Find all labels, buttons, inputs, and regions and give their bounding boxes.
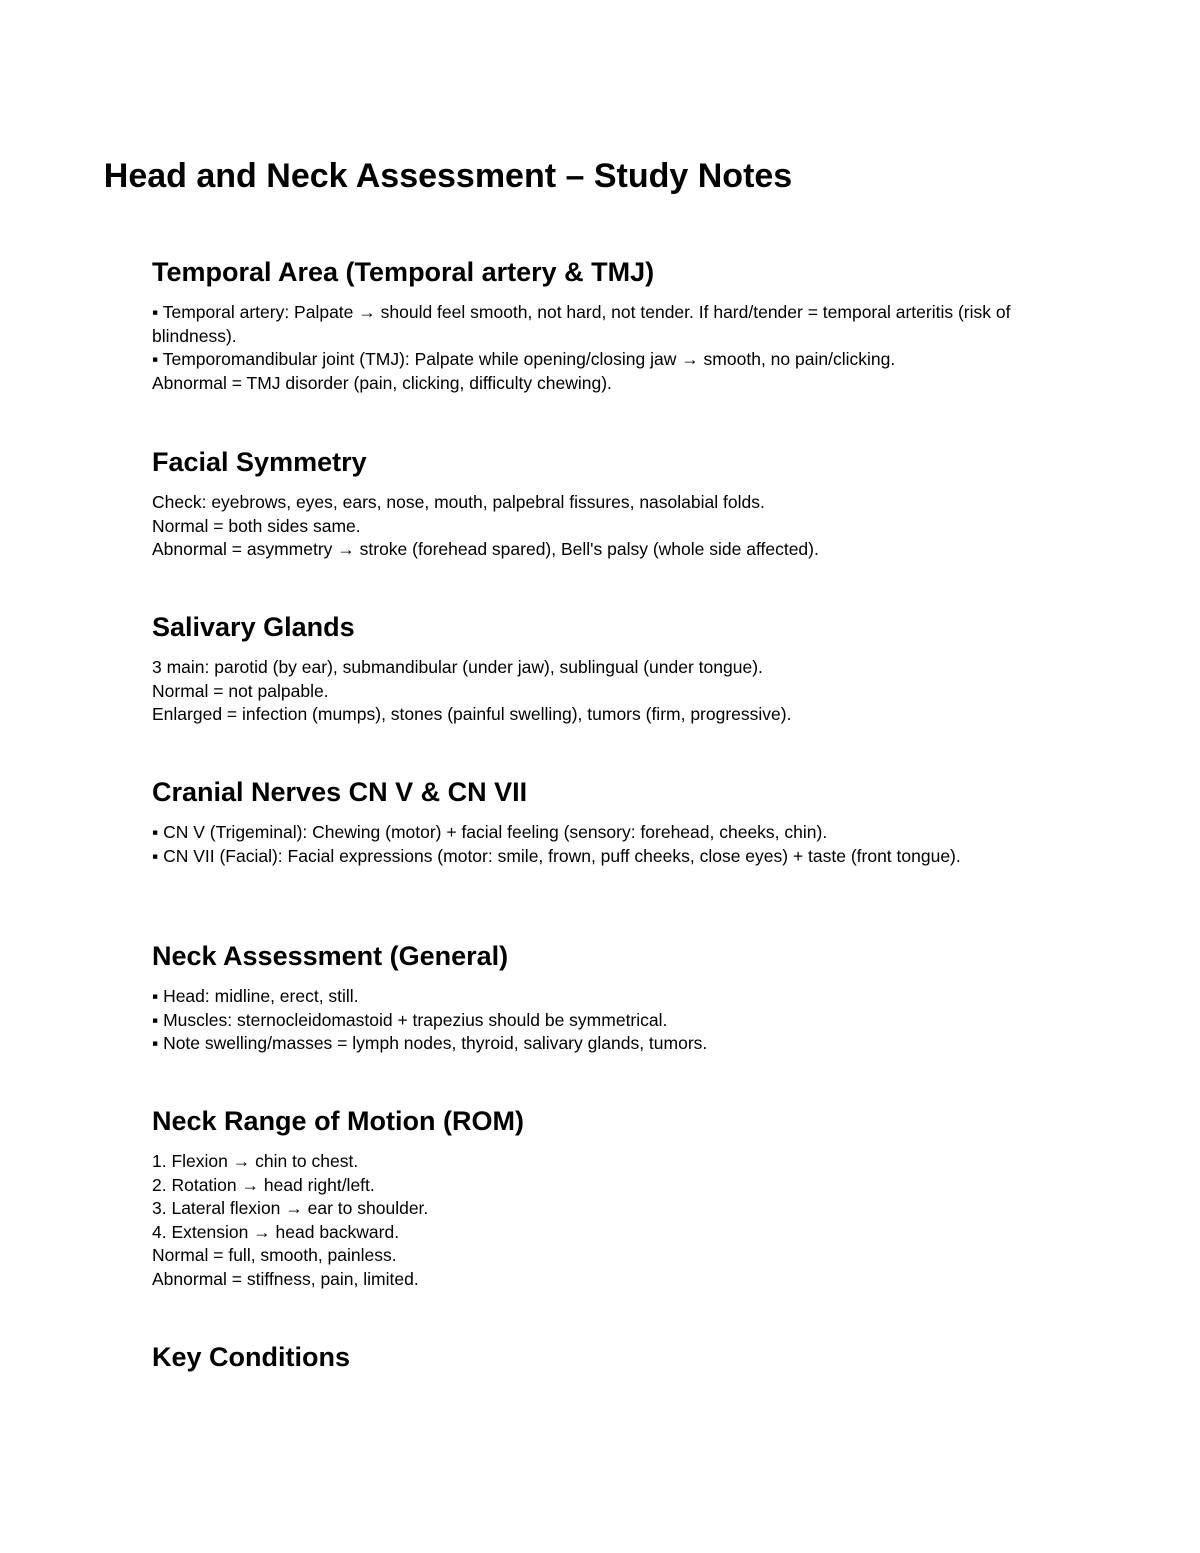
section-facial-symmetry (152, 445, 1012, 562)
note-line: Enlarged = infection (mumps), stones (painful swelling), tumors (firm, progressive). (152, 704, 792, 724)
section-body (152, 656, 1012, 727)
note-line: Abnormal = asymmetry → stroke (forehead spared), Bell's palsy (whole side affected). (152, 539, 819, 559)
section-salivary-glands (152, 610, 1012, 727)
note-line: Normal = not palpable. (152, 680, 329, 701)
section-temporal-area (152, 255, 1012, 395)
note-line: 3. Lateral flexion → ear to shoulder. (152, 1198, 429, 1218)
note-line: 2. Rotation → head right/left. (152, 1174, 375, 1195)
section-key-conditions (152, 1340, 1012, 1386)
note-line: Normal = full, smooth, painless. (152, 1245, 397, 1265)
section-body (152, 491, 1012, 562)
note-line: Abnormal = TMJ disorder (pain, clicking, difficulty chewing). (152, 372, 612, 393)
note-line: Abnormal = stiffness, pain, limited. (152, 1268, 419, 1289)
section-body (152, 301, 1012, 395)
note-line: ▪ Temporal artery: Palpate → should feel smooth, not hard, not tender. If hard/tender = temporal arteritis (risk of blindness). (152, 302, 1011, 346)
section-heading: Temporal Area (Temporal artery & TMJ) (152, 257, 655, 287)
document-title: Head and Neck Assessment – Study Notes (103, 157, 793, 195)
section-heading: Facial Symmetry (152, 447, 367, 477)
note-line: ▪ CN V (Trigeminal): Chewing (motor) + facial feeling (sensory: forehead, cheeks, chin). (152, 822, 828, 842)
note-line: ▪ Temporomandibular joint (TMJ): Palpate while opening/closing jaw → smooth, no pain/clicking. (152, 349, 896, 369)
section-body (152, 985, 1012, 1056)
note-line: ▪ Note swelling/masses = lymph nodes, thyroid, salivary glands, tumors. (152, 1033, 708, 1053)
section-heading: Neck Range of Motion (ROM) (152, 1106, 524, 1136)
section-heading: Key Conditions (152, 1342, 351, 1372)
note-line: Check: eyebrows, eyes, ears, nose, mouth, palpebral fissures, nasolabial folds. (152, 492, 765, 512)
note-line: 1. Flexion → chin to chest. (152, 1151, 359, 1171)
note-line: ▪ Muscles: sternocleidomastoid + trapezius should be symmetrical. (152, 1009, 668, 1030)
section-heading: Cranial Nerves CN V & CN VII (152, 777, 528, 807)
section-neck-rom (152, 1104, 1012, 1291)
section-body (152, 821, 1012, 868)
note-line: Normal = both sides same. (152, 515, 361, 536)
note-line: ▪ CN VII (Facial): Facial expressions (motor: smile, frown, puff cheeks, close eyes) + taste (front tongue). (152, 845, 961, 866)
note-line: 4. Extension → head backward. (152, 1221, 400, 1242)
section-body (152, 1150, 1012, 1291)
section-heading: Neck Assessment (General) (152, 941, 509, 971)
note-line: ▪ Head: midline, erect, still. (152, 986, 359, 1006)
note-line: 3 main: parotid (by ear), submandibular (under jaw), sublingual (under tongue). (152, 657, 763, 677)
section-heading: Salivary Glands (152, 612, 355, 642)
section-neck-assessment (152, 939, 1012, 1056)
section-cranial-nerves (152, 775, 1012, 868)
